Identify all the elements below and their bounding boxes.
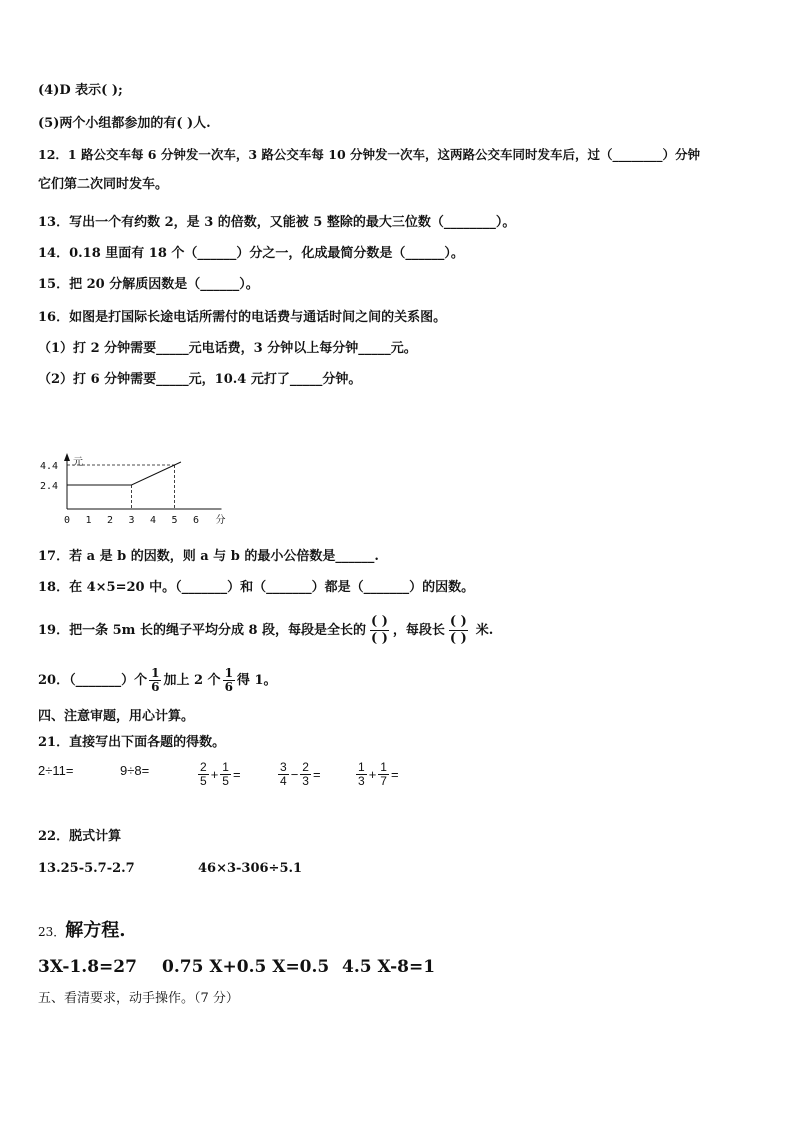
x-tick-label: 6 (193, 515, 200, 526)
q21-4-n1: 3 (280, 760, 287, 774)
q23-number: 23． (38, 925, 66, 939)
x-tick-label: 0 (64, 515, 71, 526)
q16-sub2: （2）打 6 分钟需要_____元，10.4 元打了_____分钟。 (38, 372, 362, 387)
q11-line4: (4)D 表示( ); (38, 83, 123, 98)
q18: 18．在 4×5=20 中。（_______）和（_______）都是（_______）的因数。 (38, 580, 475, 595)
q21-item-2: 9÷8= (120, 763, 150, 778)
q23-eq3: 4.5 X-8=1 (342, 957, 436, 977)
q12-line2: 它们第二次同时发车。 (38, 177, 169, 192)
section5-heading: 五、看清要求，动手操作。（7 分） (38, 991, 239, 1006)
x-tick-label: 2 (107, 515, 114, 526)
q14: 14．0.18 里面有 18 个（______）分之一，化成最简分数是（______）。 (38, 246, 464, 261)
y-axis-arrow (64, 453, 70, 461)
q17: 17．若 a 是 b 的因数，则 a 与 b 的最小公倍数是______. (38, 549, 379, 564)
q19 (38, 614, 493, 647)
q16-sub1: （1）打 2 分钟需要_____元电话费，3 分钟以上每分钟_____元。 (38, 341, 417, 356)
q20-pre: 20．（_______）个 (38, 672, 148, 688)
q21-3-op: + (210, 767, 219, 782)
q21-item-1: 2÷11= (38, 763, 74, 778)
q21-4-n2: 2 (302, 760, 309, 774)
q21-3-d1: 5 (200, 774, 207, 788)
q21-5-n2: 1 (380, 760, 387, 774)
q19-pre: 19．把一条 5m 长的绳子平均分成 8 段，每段是全长的 (38, 622, 367, 638)
q20-frac-1-den: 6 (151, 680, 160, 694)
q19-len-num: ( ) (449, 614, 467, 629)
q21-4-d2: 3 (302, 774, 309, 788)
q22-expr1: 13.25-5.7-2.7 (38, 861, 135, 876)
q20 (38, 667, 277, 694)
q23-eq2: 0.75 X+0.5 X=0.5 (162, 957, 330, 977)
q19-frac-den: ( ) (371, 631, 388, 646)
q19-fraction-blank (370, 614, 389, 647)
q21-4-eq: = (312, 767, 321, 782)
q19-length-blank (449, 614, 468, 647)
q21-item-3 (196, 761, 241, 788)
q20-frac-2-num: 1 (224, 666, 233, 680)
y-tick-label: 2.4 (40, 481, 59, 492)
q12-line1: 12．1 路公交车每 6 分钟发一次车，3 路公交车每 10 分钟发一次车，这两路公交车同时发车后，过（________）分钟 (38, 147, 700, 162)
q21-stem: 21．直接写出下面各题的得数。 (38, 735, 226, 750)
x-tick-label: 4 (150, 515, 157, 526)
q20-frac-2-den: 6 (224, 680, 233, 694)
q15: 15．把 20 分解质因数是（______）。 (38, 277, 259, 292)
q21-5-d2: 7 (380, 774, 387, 788)
q22-expr2: 46×3-306÷5.1 (198, 861, 303, 876)
y-tick-label: 4.4 (40, 461, 59, 472)
q21-3-n2: 1 (222, 760, 229, 774)
q21-5-op: + (368, 767, 377, 782)
q21-4-op: − (290, 767, 299, 782)
q21-4-d1: 4 (280, 774, 287, 788)
q19-len-den: ( ) (449, 631, 467, 646)
series-line (67, 462, 181, 485)
q23-eq1: 3X-1.8=27 (38, 957, 137, 977)
section4-heading: 四、注意审题，用心计算。 (38, 709, 195, 724)
q19-frac-num: ( ) (371, 614, 388, 629)
q19-mid: ，每段长 (392, 622, 445, 638)
phone-fee-chart (30, 400, 240, 540)
q21-5-eq: = (390, 767, 399, 782)
q21-item-5 (354, 761, 399, 788)
q20-post: 得 1。 (236, 672, 277, 688)
q21-5-d1: 3 (358, 774, 365, 788)
x-tick-label: 3 (128, 515, 135, 526)
q21-3-d2: 5 (222, 774, 229, 788)
q20-frac-2 (223, 667, 235, 694)
q23-title: 解方程. (65, 920, 126, 941)
x-tick-label: 1 (85, 515, 92, 526)
q21-3-eq: = (232, 767, 241, 782)
q16-stem: 16．如图是打国际长途电话所需付的电话费与通话时间之间的关系图。 (38, 310, 447, 325)
q11-line5: (5)两个小组都参加的有( )人. (38, 116, 211, 131)
q20-mid: 加上 2 个 (163, 672, 221, 688)
x-tick-label: 5 (171, 515, 178, 526)
q21-3-n1: 2 (200, 760, 207, 774)
q22-stem: 22．脱式计算 (38, 829, 122, 844)
q21-5-n1: 1 (358, 760, 365, 774)
q23-heading (38, 916, 126, 942)
q13: 13．写出一个有约数 2，是 3 的倍数，又能被 5 整除的最大三位数（________）。 (38, 215, 516, 230)
q20-frac-1 (149, 667, 161, 694)
y-axis-label: 元 (73, 457, 83, 468)
q19-post: 米. (475, 622, 494, 638)
x-axis-label: 分 (215, 515, 226, 526)
q20-frac-1-num: 1 (151, 666, 160, 680)
q21-item-4 (276, 761, 321, 788)
